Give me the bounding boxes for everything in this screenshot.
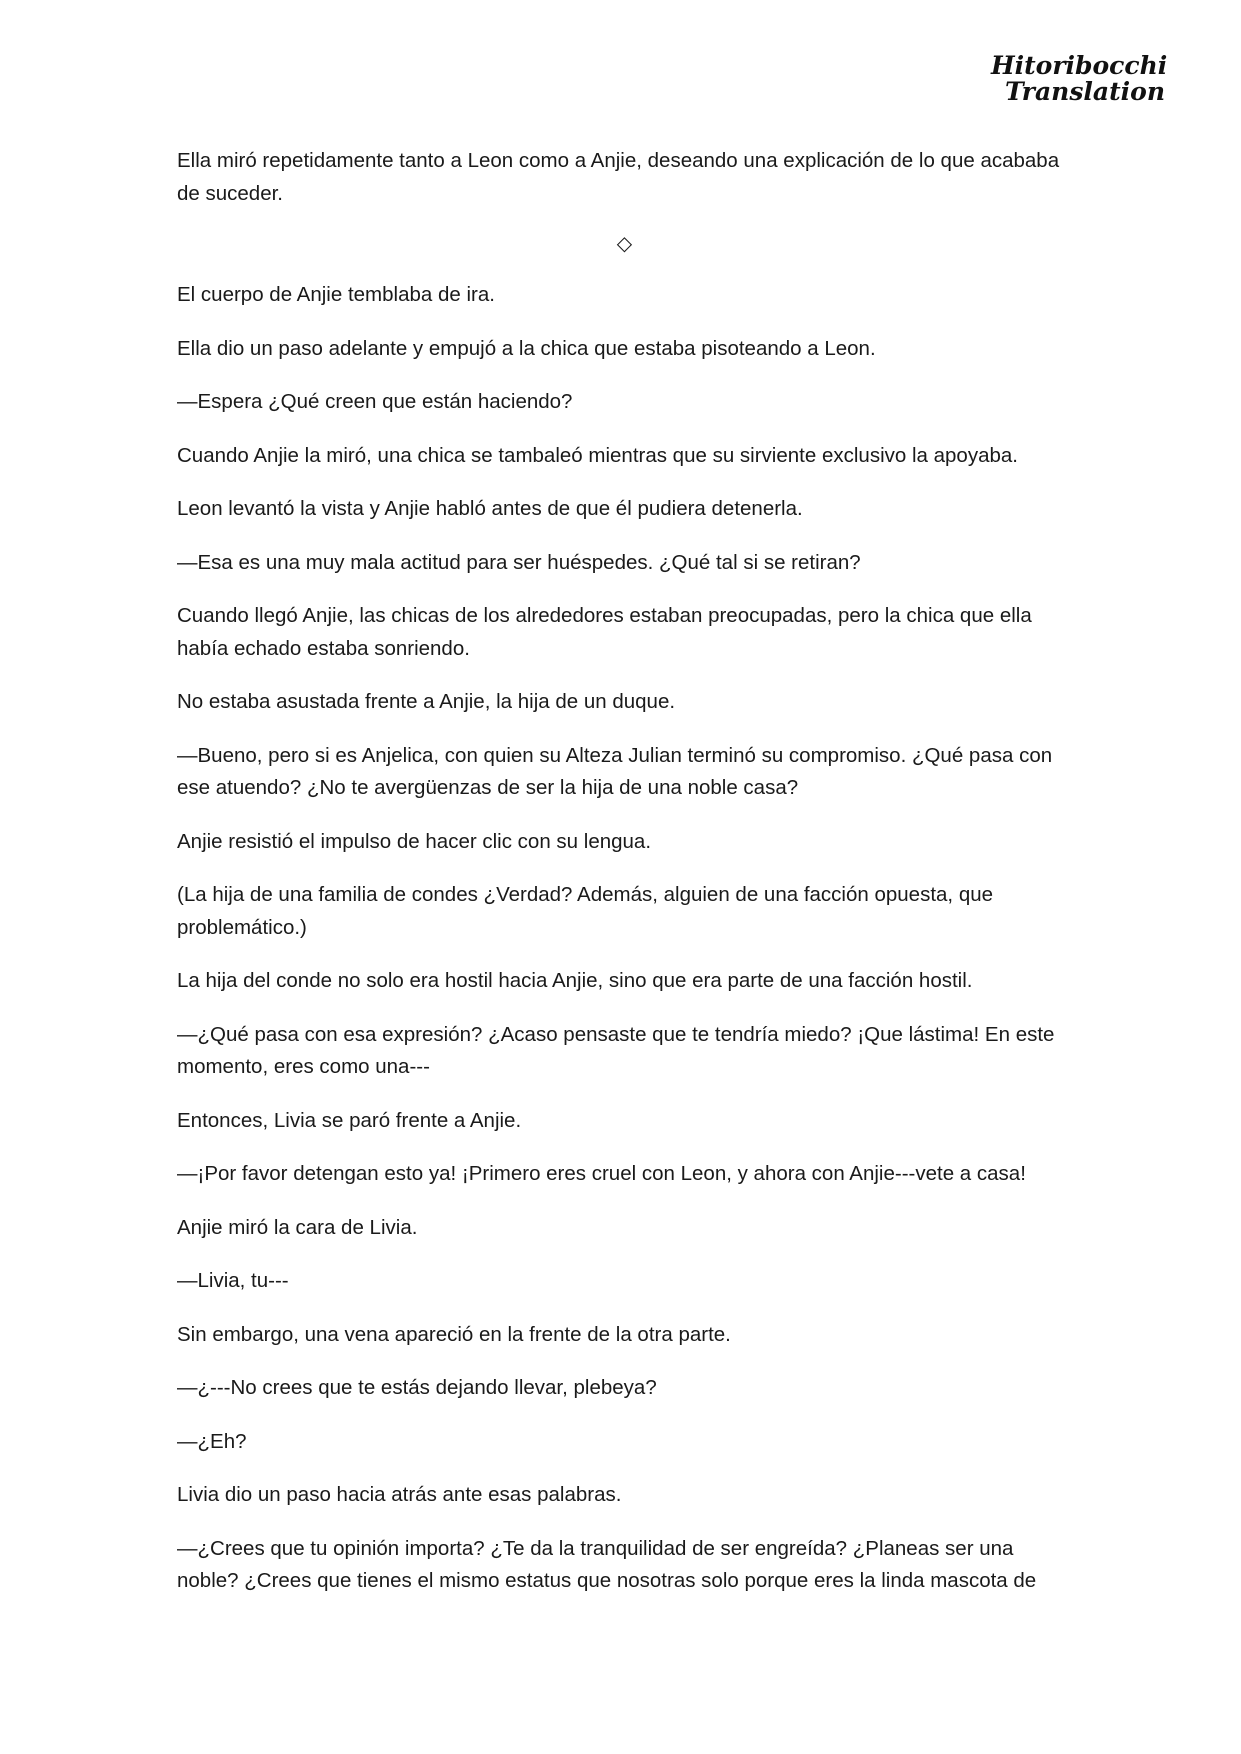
paragraph: Cuando Anjie la miró, una chica se tambaleó mientras que su sirviente exclusivo la apoyaba. [177, 443, 1018, 467]
paragraph: No estaba asustada frente a Anjie, la hija de un duque. [177, 690, 676, 713]
thought-paragraph: (La hija de una familia de condes ¿Verdad? Además, alguien de una facción opuesta, que problemático.) [177, 883, 994, 939]
paragraph: El cuerpo de Anjie temblaba de ira. [177, 283, 495, 306]
document-body [177, 145, 1072, 1619]
paragraphs-before-separator [177, 145, 1072, 210]
paragraph: Sin embargo, una vena apareció en la frente de la otra parte. [177, 1322, 731, 1346]
dialogue-paragraph: —¡Por favor detengan esto ya! ¡Primero eres cruel con Leon, y ahora con Anjie---vete a casa! [177, 1162, 1026, 1185]
dialogue-paragraph: —Espera ¿Qué creen que están haciendo? [177, 390, 573, 413]
dialogue-paragraph: —¿Qué pasa con esa expresión? ¿Acaso pensaste que te tendría miedo? ¡Que lástima! En este momento, eres como una--- [177, 1022, 1055, 1078]
paragraph: Cuando llegó Anjie, las chicas de los alrededores estaban preocupadas, pero la chica que ella había echado estaba sonriendo. [177, 604, 1032, 660]
paragraph: La hija del conde no solo era hostil hacia Anjie, sino que era parte de una facción hostil. [177, 969, 973, 992]
dialogue-paragraph: —Esa es una muy mala actitud para ser huéspedes. ¿Qué tal si se retiran? [177, 550, 861, 574]
paragraph: Leon levantó la vista y Anjie habló antes de que él pudiera detenerla. [177, 497, 803, 520]
paragraph: Entonces, Livia se paró frente a Anjie. [177, 1108, 522, 1132]
logo-line-1: Hitoribocchi [991, 51, 1168, 80]
paragraph: Ella dio un paso adelante y empujó a la chica que estaba pisoteando a Leon. [177, 336, 876, 360]
paragraph: Ella miró repetidamente tanto a Leon como a Anjie, deseando una explicación de lo que acababa de suceder. [177, 149, 1060, 205]
dialogue-paragraph: —Bueno, pero si es Anjelica, con quien su Alteza Julian terminó su compromiso. ¿Qué pasa con ese atuendo? ¿No te avergüenzas de ser la hija de una noble casa? [177, 743, 1053, 799]
logo-line-2: Translation [1005, 77, 1165, 106]
translator-logo [985, 48, 1168, 112]
dialogue-paragraph: —¿---No crees que te estás dejando llevar, plebeya? [177, 1376, 657, 1399]
paragraph: Anjie resistió el impulso de hacer clic con su lengua. [177, 829, 652, 853]
dialogue-paragraph: —¿Eh? [177, 1429, 247, 1453]
scene-separator-diamond-icon: ◇ [616, 231, 633, 255]
paragraph: Anjie miró la cara de Livia. [177, 1215, 418, 1239]
dialogue-paragraph: —¿Crees que tu opinión importa? ¿Te da la tranquilidad de ser engreída? ¿Planeas ser una noble? ¿Crees que tienes el mismo estatus que nosotras solo porque eres la linda mascota de [177, 1536, 1037, 1592]
paragraphs-after-separator [177, 279, 1072, 1598]
dialogue-paragraph: —Livia, tu--- [177, 1269, 289, 1292]
paragraph: Livia dio un paso hacia atrás ante esas palabras. [177, 1483, 622, 1506]
